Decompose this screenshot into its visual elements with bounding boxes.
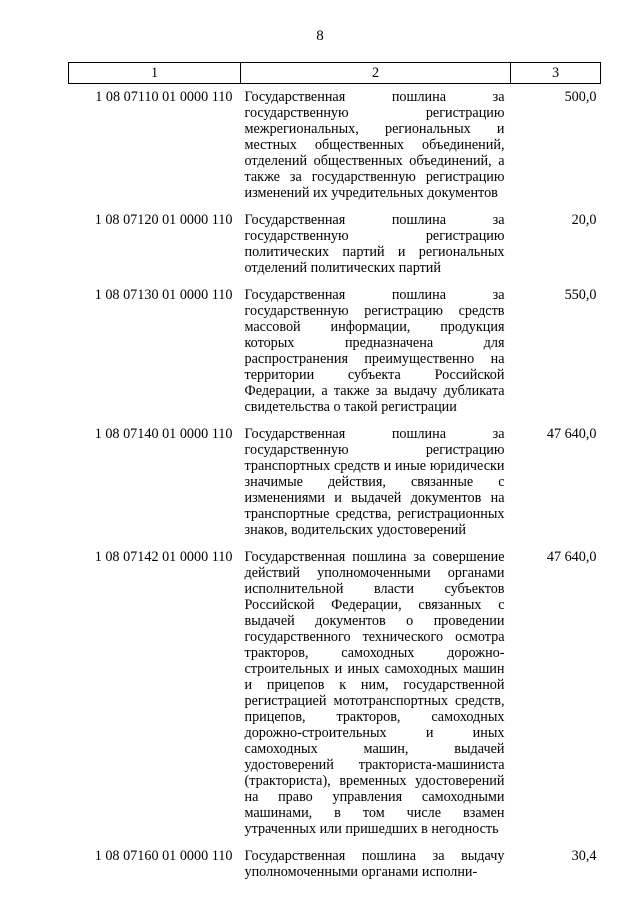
revenue-code: 1 08 07160 01 0000 110 — [94, 848, 233, 864]
revenue-code: 1 08 07110 01 0000 110 — [95, 89, 233, 105]
revenue-amount: 500,0 — [564, 89, 597, 105]
revenue-amount: 47 640,0 — [546, 426, 597, 442]
table-row — [69, 546, 601, 845]
revenue-amount: 550,0 — [564, 287, 597, 303]
revenue-amount: 30,4 — [571, 848, 597, 864]
revenue-description: Государственная пошлина за государственную регистрацию политических партий и региональных отделений политических партий — [244, 212, 505, 276]
page-number: 8 — [316, 28, 324, 44]
table-row — [69, 845, 601, 888]
budget-revenue-table — [68, 62, 601, 888]
revenue-description: Государственная пошлина за совершение действий уполномоченными органами исполнительной власти субъектов Российской Федерации, связанных с выдачей документов о проведении государственного технического осмотра тракторов, самоходных дорожно-строительных и иных самоходных машин и прицепов к ним, государственной регистрацией мототранспортных средств, прицепов, тракторов, самоходных дорожно-строительных и иных самоходных машин, выдачей удостоверений тракториста-машиниста (тракториста), временных удостоверений на право управления самоходными машинами, в том числе взамен утраченных или пришедших в негодность — [244, 549, 505, 837]
revenue-description: Государственная пошлина за государственную регистрацию средств массовой информации, продукция которых предназначена для распространения преимущественно на территории субъекта Российской Федерации, а также за выдачу дубликата свидетельства о такой регистрации — [244, 287, 505, 415]
table-header-row — [69, 63, 601, 84]
revenue-amount: 20,0 — [571, 212, 597, 228]
revenue-code: 1 08 07120 01 0000 110 — [94, 212, 233, 228]
revenue-amount: 47 640,0 — [546, 549, 597, 565]
revenue-description: Государственная пошлина за государственную регистрацию межрегиональных, региональных и местных общественных объединений, отделений общественных объединений, а также за государственную регистрацию изменений их учредительных документов — [244, 89, 505, 201]
revenue-code: 1 08 07142 01 0000 110 — [94, 549, 233, 565]
revenue-code: 1 08 07130 01 0000 110 — [94, 287, 233, 303]
table-row — [69, 423, 601, 546]
column-header-amount: 3 — [511, 63, 601, 84]
table-row — [69, 284, 601, 423]
revenue-description: Государственная пошлина за выдачу уполномоченными органами исполни- — [244, 848, 505, 880]
revenue-description: Государственная пошлина за государственную регистрацию транспортных средств и иные юридически значимые действия, связанные с изменениями и выдачей документов на транспортные средства, регистрационных знаков, водительских удостоверений — [244, 426, 505, 538]
column-header-description: 2 — [241, 63, 511, 84]
revenue-code: 1 08 07140 01 0000 110 — [94, 426, 233, 442]
table-row — [69, 84, 601, 210]
column-header-code: 1 — [69, 63, 241, 84]
table-row — [69, 209, 601, 284]
